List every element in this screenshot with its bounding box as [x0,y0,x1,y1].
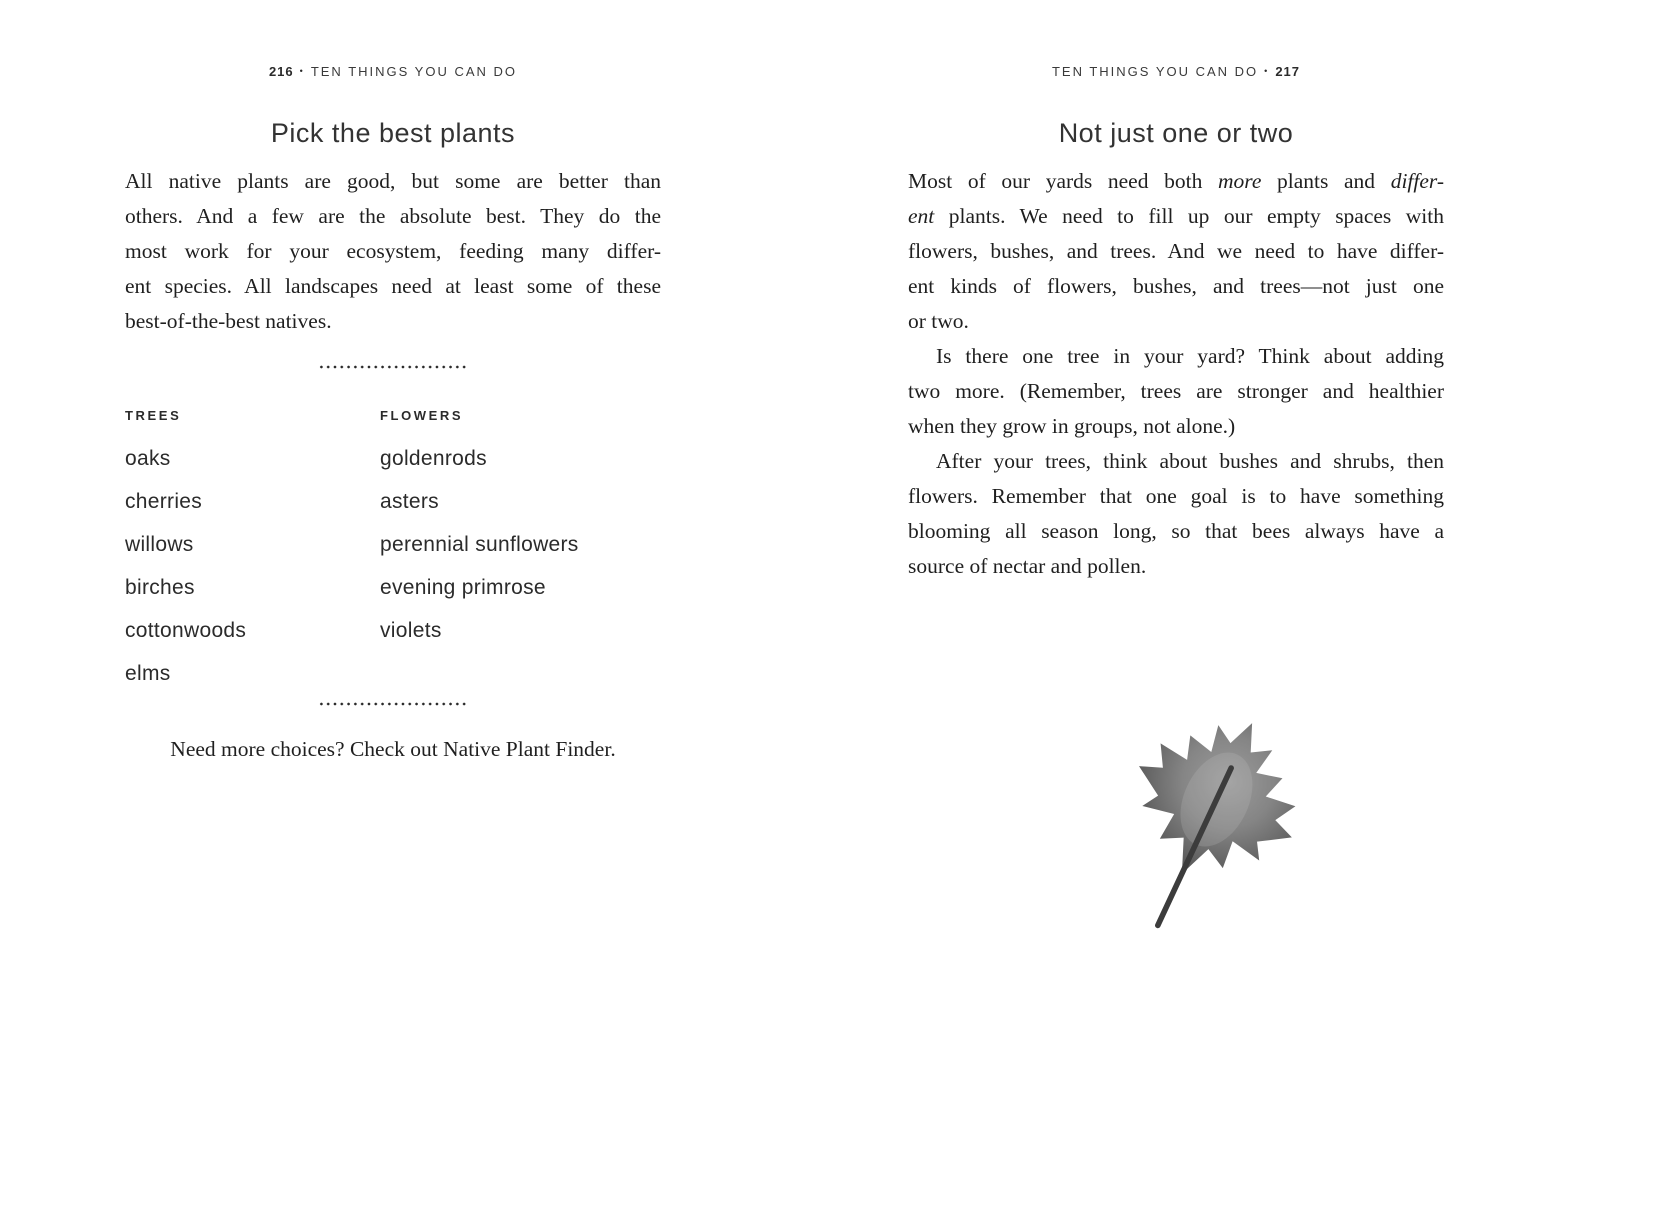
dotted-divider [318,365,468,369]
list-header-trees: TREES [125,408,182,423]
separator-diamond-icon: • [1264,66,1270,76]
page-number: 217 [1275,64,1301,79]
page-right [831,0,1662,1224]
list-item: asters [380,490,439,513]
text-line: best-of-the-best natives. [125,309,332,333]
italic-segment: more [1217,169,1262,193]
text-segment: plants. We need to fill up our empty spaces with [934,204,1444,228]
italic-segment: differ- [1390,169,1444,193]
text-line: flowers. Remember that one goal is to have something [908,484,1444,508]
text-line: ent species. All landscapes need at least some of these [125,274,661,298]
text-line [908,199,1444,234]
text-line: others. And a few are the absolute best. They do the [125,204,661,228]
text-line [908,164,1444,199]
text-line: two more. (Remember, trees are stronger and healthier [908,379,1444,403]
dotted-divider [318,702,468,706]
text-line: All native plants are good, but some are better than [125,169,661,193]
list-item: violets [380,619,442,642]
maple-leaf-illustration [1075,698,1337,946]
list-item: perennial sunflowers [380,533,579,556]
text-line: or two. [908,309,969,333]
section-heading-right: Not just one or two [1058,118,1294,148]
section-heading-left: Pick the best plants [270,118,516,148]
body-paragraphs [908,164,1444,584]
plant-lists [125,408,661,702]
separator-diamond-icon: • [299,66,305,76]
text-line: flowers, bushes, and trees. And we need to have differ- [908,239,1444,263]
flowers-column [380,408,661,702]
list-item: birches [125,576,195,599]
list-item: cherries [125,490,203,513]
list-item: willows [125,533,194,556]
running-head-right [908,64,1444,79]
list-item: goldenrods [380,447,487,470]
list-header-flowers: FLOWERS [380,408,464,423]
text-line: ent kinds of flowers, bushes, and trees—not just one [908,274,1444,298]
list-item: cottonwoods [125,619,247,642]
text-line: when they grow in groups, not alone.) [908,414,1236,438]
text-line: source of nectar and pollen. [908,554,1147,578]
text-line: After your trees, think about bushes and shrubs, then [936,449,1444,473]
maple-leaf-icon [1075,698,1337,946]
running-title: TEN THINGS YOU CAN DO [1051,64,1259,79]
running-title: TEN THINGS YOU CAN DO [310,64,518,79]
list-item: evening primrose [380,576,546,599]
list-item: oaks [125,447,171,470]
list-item: elms [125,662,171,685]
italic-segment: ent [908,204,935,228]
text-line: blooming all season long, so that bees always have a [908,519,1444,543]
page-number: 216 [268,64,294,79]
text-line: most work for your ecosystem, feeding many differ- [125,239,661,263]
running-head-left [125,64,661,79]
intro-paragraph [125,164,661,339]
text-segment: plants and [1261,169,1391,193]
text-segment: Most of our yards need both [908,169,1218,193]
text-line: Is there one tree in your yard? Think about adding [936,344,1444,368]
note-line: Need more choices? Check out Native Plant Finder. [170,737,616,761]
trees-column [125,408,380,702]
